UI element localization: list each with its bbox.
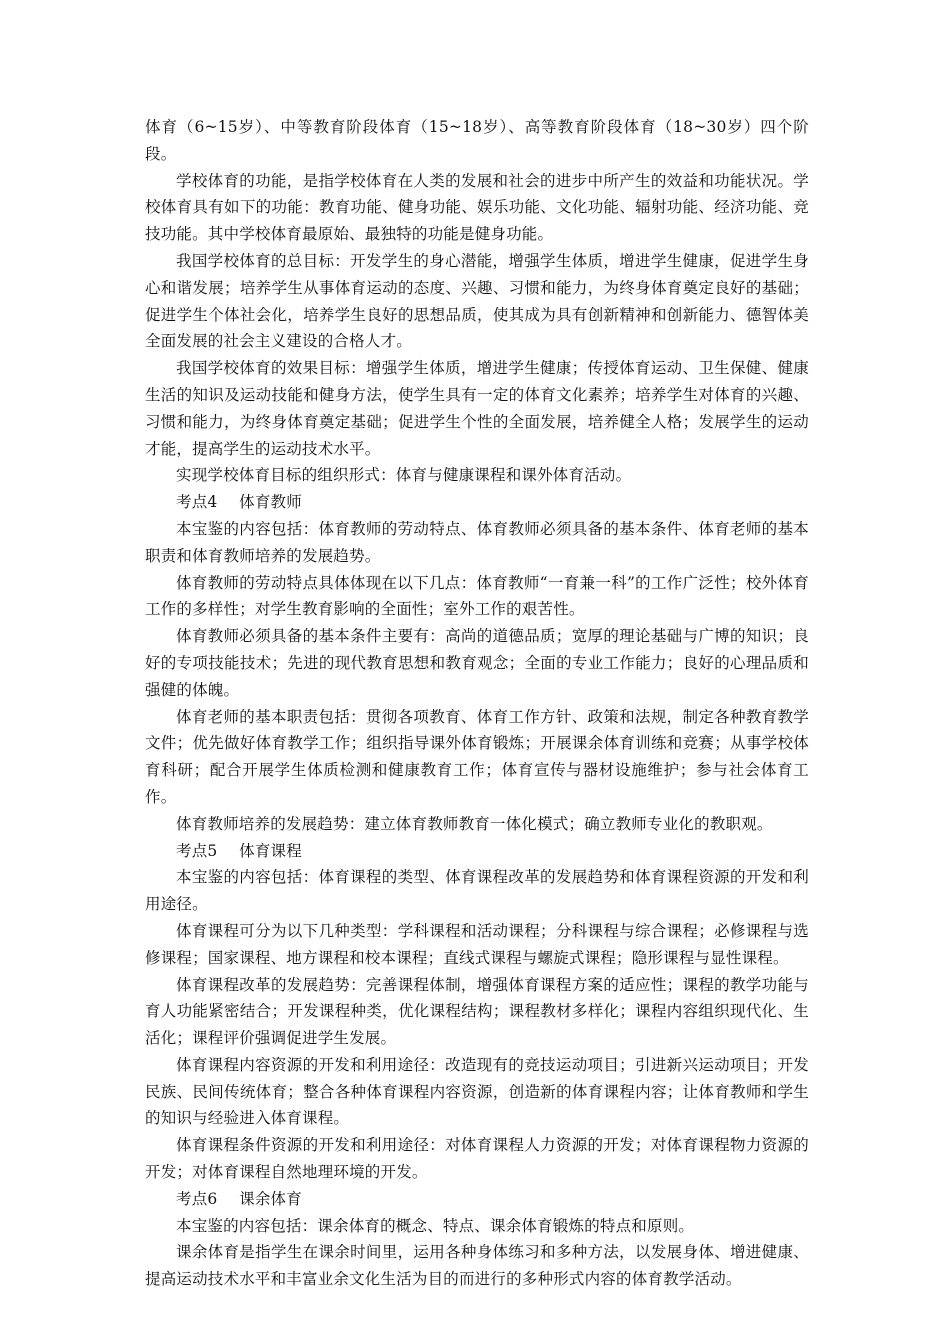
paragraph-overall-goal: 我国学校体育的总目标：开发学生的身心潜能，增强学生体质，增进学生健康，促进学生身心和谐发展；培养学生从事体育运动的态度、兴趣、习惯和能力，为终身体育奠定良好的基础；促进学生个体社会化，培养学生良好的思想品质，使其成为具有创新精神和创新能力、德智体美全面发展的社会主义建设的合格人才。 [145,251,809,351]
section-heading-5 [145,838,809,865]
paragraph-extracurricular-scope: 本宝鉴的内容包括：课余体育的概念、特点、课余体育锻炼的特点和原则。 [176,1216,695,1235]
paragraph-teacher-trend: 体育教师培养的发展趋势：建立体育教师教育一体化模式；确立教师专业化的教职观。 [176,814,773,833]
paragraph-course-scope: 本宝鉴的内容包括：体育课程的类型、体育课程改革的发展趋势和体育课程资源的开发和利用途径。 [145,868,809,914]
heading-label: 考点5 [176,841,218,860]
paragraph-intro: 体育（6~15岁）、中等教育阶段体育（15~18岁）、高等教育阶段体育（18~30岁）四个阶段。 [145,118,809,163]
document-page [145,114,809,1293]
paragraph-course-condition-resources: 体育课程条件资源的开发和利用途径：对体育课程人力资源的开发；对体育课程物力资源的开发；对体育课程自然地理环境的开发。 [145,1136,809,1182]
heading-label: 考点6 [176,1189,218,1208]
heading-title: 体育教师 [239,493,302,512]
section-heading-4 [145,489,809,516]
paragraph-course-reform: 体育课程改革的发展趋势：完善课程体制，增强体育课程方案的适应性；课程的教学功能与育人功能紧密结合；开发课程种类，优化课程结构；课程教材多样化；课程内容组织现代化、生活化；课程评价强调促进学生发展。 [145,975,809,1048]
paragraph-teacher-duties: 体育老师的基本职责包括：贯彻各项教育、体育工作方针、政策和法规，制定各种教育教学文件；优先做好体育教学工作；组织指导课外体育锻炼；开展课余体育训练和竞赛；从事学校体育科研；配合开展学生体质检测和健康教育工作；体育宣传与器材设施维护；参与社会体育工作。 [145,707,809,806]
paragraph-teacher-scope: 本宝鉴的内容包括：体育教师的劳动特点、体育教师必须具备的基本条件、体育老师的基本职责和体育教师培养的发展趋势。 [145,519,809,565]
heading-title: 课余体育 [239,1189,302,1208]
paragraph-course-content-resources: 体育课程内容资源的开发和利用途径：改造现有的竞技运动项目；引进新兴运动项目；开发民族、民间传统体育；整合各种体育课程内容资源，创造新的体育课程内容；让体育教师和学生的知识与经验进入体育课程。 [145,1055,809,1128]
paragraph-teacher-labor: 体育教师的劳动特点具体体现在以下几点：体育教师“一育兼一科”的工作广泛性；校外体育工作的多样性；对学生教育影响的全面性；室外工作的艰苦性。 [145,573,809,619]
paragraph-organization: 实现学校体育目标的组织形式：体育与健康课程和课外体育活动。 [176,466,632,485]
paragraph-effect-goal: 我国学校体育的效果目标：增强学生体质，增进学生健康；传授体育运动、卫生保健、健康生活的知识及运动技能和健身方法，使学生具有一定的体育文化素养；培养学生对体育的兴趣、习惯和能力，为终身体育奠定基础；促进学生个性的全面发展，培养健全人格；发展学生的运动才能，提高学生的运动技术水平。 [145,359,809,458]
paragraph-function: 学校体育的功能，是指学校体育在人类的发展和社会的进步中所产生的效益和功能状况。学校体育具有如下的功能：教育功能、健身功能、娱乐功能、文化功能、辐射功能、经济功能、竞技功能。其中学校体育最原始、最独特的功能是健身功能。 [145,171,809,244]
heading-label: 考点4 [176,493,218,512]
section-heading-6 [145,1186,809,1213]
heading-title: 体育课程 [239,841,302,860]
paragraph-teacher-conditions: 体育教师必须具备的基本条件主要有：高尚的道德品质；宽厚的理论基础与广博的知识；良好的专项技能技术；先进的现代教育思想和教育观念；全面的专业工作能力；良好的心理品质和强健的体魄。 [145,627,809,699]
paragraph-course-types: 体育课程可分为以下几种类型：学科课程和活动课程；分科课程与综合课程；必修课程与选修课程；国家课程、地方课程和校本课程；直线式课程与螺旋式课程；隐形课程与显性课程。 [145,921,809,967]
paragraph-extracurricular-definition: 课余体育是指学生在课余时间里，运用各种身体练习和多种方法，以发展身体、增进健康、提高运动技术水平和丰富业余文化生活为目的而进行的多种形式内容的体育教学活动。 [145,1243,809,1289]
